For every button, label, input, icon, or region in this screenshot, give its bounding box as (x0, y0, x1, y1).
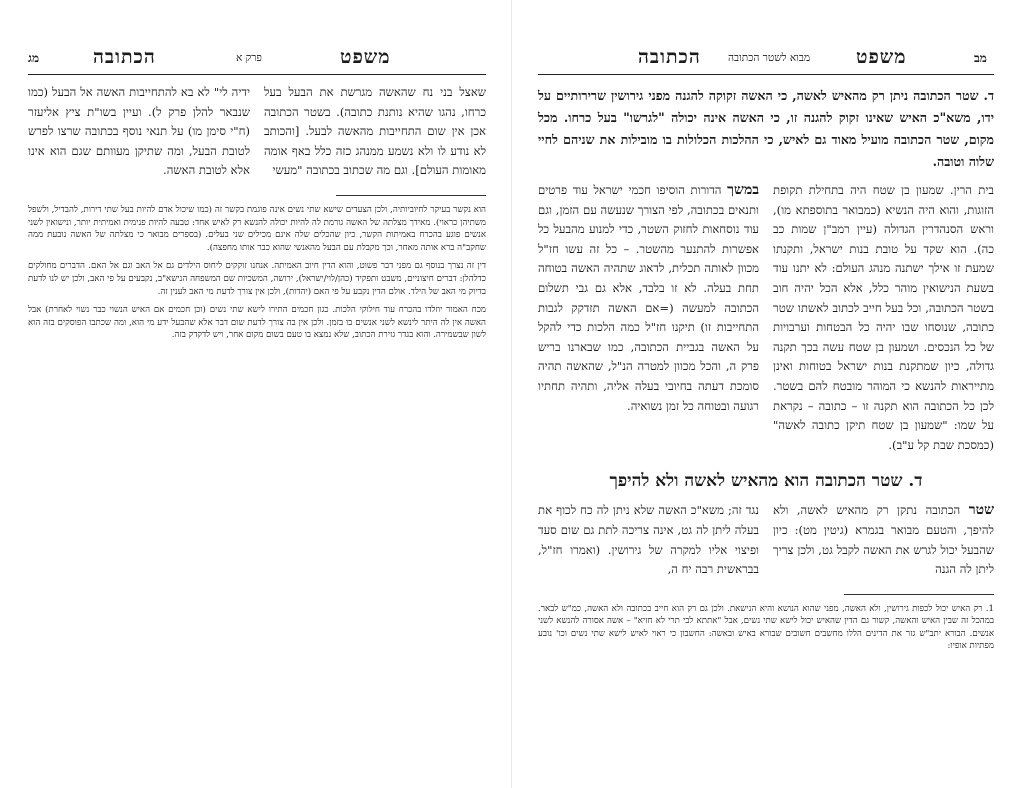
left-chapter-label: פרק א (236, 52, 262, 64)
left-main-col-left: ידיה לי" לא בא להתחייבות האשה אל הבעל (כמו שנבאר להלן פרק ל). ועיין בשו"ת ציץ אליעזר (ח"י סימן מו) על תנאי נוסף בכתובה שרצו לפרש לטובת הבעל, ומה שתיקן מעוותם שגם הוא אינו אלא לטובת האשה. (28, 85, 250, 178)
right-main-col-right: בית הרין. שמעון בן שטח היה בתחילת תקופת הזוגות, והוא היה הנשיא (כמבואר בתוספתא מו), וראש הסנהדרין הגדולה (עיין רמב"ן שמות כב כה). הוא שקד על טובת בנות ישראל, ותקנתו שמעת זו אילך ישתנה מנהג העולם: לא יתנו עוד בשעת הנישואין מוהר כלל, אלא הכל יהיה חוב בשטר הכתובה, וכל בעל חייב לכתוב לאשתו שטר כתובה, שנוסחו שבו יהיה כל הבטחות וערבויות של כל הנכסים. ושמעון בן שטח עשה בכך תקנה גדולה, כיון שמתקנת בנות ישראל בטוחות ואינן מתייראות להנשא כי המוהר מובטח להם בשטר. לכן כל הכתובה הוא תקנה זו – כתובה – נקראת על שמו: "שמעון בן שטח תיקן כתובה לאשה" (כמסכת שבת קל ע"ב). (773, 183, 994, 452)
right-footnote-1: 1. רק האיש יכול לכפות גירושין, ולא האשה, מפני שהוא הנושא והיא הנישאת. ולכן גם רק הוא חייב בכתובה ולא האשה, כמ"ש לבאר. במהכל זה שבין האיש והאשה, קשור גם הדין שהאיש יכול לישא שתי נשים, אבל "אתתא לבי תרי לא חזיא" – אשה אסורה להנשא לשני אנשים. הבורא יתב"ש גזר את הדינים הללו מחשבים חשובים שבורא באיש ובאשה: החשבון כי ראוי לאיש לישא שתי נשים וכו' נובע מפתיות אופיו: (538, 603, 994, 652)
right-book-title: משפט (856, 46, 907, 68)
left-footnote-2: דין זה נצרך בנוסף גם מפני דבר פשוט, והוא הדין חיוב האמיתה. אנחנו זוקקים ליחוס הילדים גם אל האב וגם אל האם. הדברים מחולקים כדלהלן: דברים חיצוניים, משבט ותפקיד (כהן/לוי/ישראל), ירושה, המשכיות שם המשפחה הנישא"ב, נקבעים על פי האב, ולכן יש לנו לדעת בדיוק מי האב של הילד. אולם הדין נקבע על פי האם (יהדות), ולכן אין צורך לדעת מי האב לענין זה. (28, 261, 486, 297)
section-columns (538, 501, 994, 579)
left-footnote-rule (336, 195, 486, 196)
section-col-left: נגד זה; משא"כ האשה שלא ניתן לה כח לכוף את בעלה ליתן לה גט, אינה צריכה לתת גם שום סעד ופיצוי אליו למקרה של גירושין. (ואמרו חז"ל, בבראשית רבה יח ה, (538, 503, 759, 577)
left-main-col-right: שאצל בני נח שהאשה מגרשת את הבעל בעל כרחו, נהגו שהיא נותנת כתובה). בשטר הכתובה אכן אין שום התחייבות מהאשה לבעל. [והכותב לא נודע לו ולא נשמע ממנהג כזה כלל באף אומה מאומות העולם]. וגם מה שכתוב בכתובה "מעשי (264, 85, 486, 178)
right-page (512, 0, 1024, 788)
right-main-col-left (538, 181, 759, 455)
right-intro-title: מבוא לשטר הכתובה (728, 52, 811, 64)
section-col-right-text: הכתובה נתקן רק מהאיש לאשה, ולא להיפך, והטעם מבואר בגמרא (גיטין מט): כיון שהבעל יכול לגרש את האשה לקבל גט, ולכן צריך ליתן לה הגנה (773, 503, 994, 577)
left-footnote-3: מכח האמור יוזלדו בהכרח עוד חילוקי הלכות. כגון חכמים התירו לישא שתי נשים (וכן חכמים אם האיש הנשוי כבר נשוי לאחרת) אבל האשה אין לה היתר לינשא לשני אנשים בו בזמן. ולכן אין בה צורך לדעת שום דבר אלא שהבעל ידע מי הוא, ומה שכתבו הפוסקים בזה הוא לשון שבשמירה. והוא בגדר גזירת הכתוב, שלא נמצא בו טעם בשום מקום אחר, ויש לדקדק בזה. (28, 305, 486, 341)
left-page-number: מג (28, 51, 40, 65)
left-main-columns (28, 83, 486, 181)
right-section-title: הכתובה (638, 46, 701, 68)
left-section-title: הכתובה (93, 46, 156, 68)
right-main-columns (538, 181, 994, 455)
bold-summary-paragraph: ד. שטר הכתובה ניתן רק מהאיש לאשה, כי האשה זקוקה להגנה מפני גירושין שרירותיים על ידו, משא"כ האיש שאינו זקוק להגנה זו, כי האשה אינה יכולה "לגרשו" בעל כרחו. מכל מקום, שטר הכתובה מועיל מאוד גם לאיש, כי ההלכות הכלולות בו מובילות את שניהם לחיי שלוה וטובה. (538, 88, 994, 169)
right-page-number: מב (974, 51, 987, 65)
left-footnote-1: הוא נקשר בעיקר לחיוביותיה, ולכן הצעדים שישא שתי נשים אינה פוגמת בקשר זה (כמו שיכול אדם להיות בעל שתי דירות, להבדיל, ולשפל משתיהן כראוי). מאידך מצלתה של האשה גורמת לה להיות יכולה להנשא רק לאיש אחד: טבעה להיות פנימית ואמיתית יותר, ונישואין לשני אנשים פוגע בהכרח באמיתות הקשר, כיון שהכלים שלה אינם מכילים שני בעלים. (בספרים מבואר כי מצלתה של האשה נובעת ממה שחקב"ה ברא אותה מאחר, וכך מקבלת עם הבעל מהאנשי שהוא כבר אותו מחפצה). (28, 204, 486, 253)
lead-word-bemeshech: במשך (727, 182, 759, 198)
section-heading: ד. שטר הכתובה הוא מהאיש לאשה ולא להיפך (609, 471, 923, 492)
section-col-right (773, 501, 994, 579)
left-book-title: משפט (340, 46, 391, 68)
lead-word-shtar: שטר (968, 502, 994, 519)
right-running-head (538, 40, 994, 75)
left-running-head (28, 40, 486, 75)
right-footnote-rule (844, 594, 994, 595)
right-main-col-left-text: הדורות הוסיפו חכמי ישראל עוד פרטים ותנאים בכתובה, לפי הצורך שנעשה עם הזמן, וגם עוד נוסחאות לחזוק השטר, כדי למנוע מהבעל כל אפשרות להתנער מהשטר. – כל זה עשו חז"ל מכוון לאותה תכלית, לדאוג שתהיה האשה בטוחה תחת בעלה. לא זו בלבד, אלא גם גבי תשלום הכתובה למעשה (=אם האשה תזדקק לגבות התחייבות זו) תיקנו חז"ל כמה הלכות כדי להקל על האשה בגביית הכתובה, כמו שבארנו בריש פרק ה, והכל מכוון למטרה הנ"ל, שהאשה תהיה סומכת דעתה בחיובי בעלה אליה, ותהיה תחתיו רגועה ובטוחה כל זמן נשואיה. (538, 183, 759, 413)
